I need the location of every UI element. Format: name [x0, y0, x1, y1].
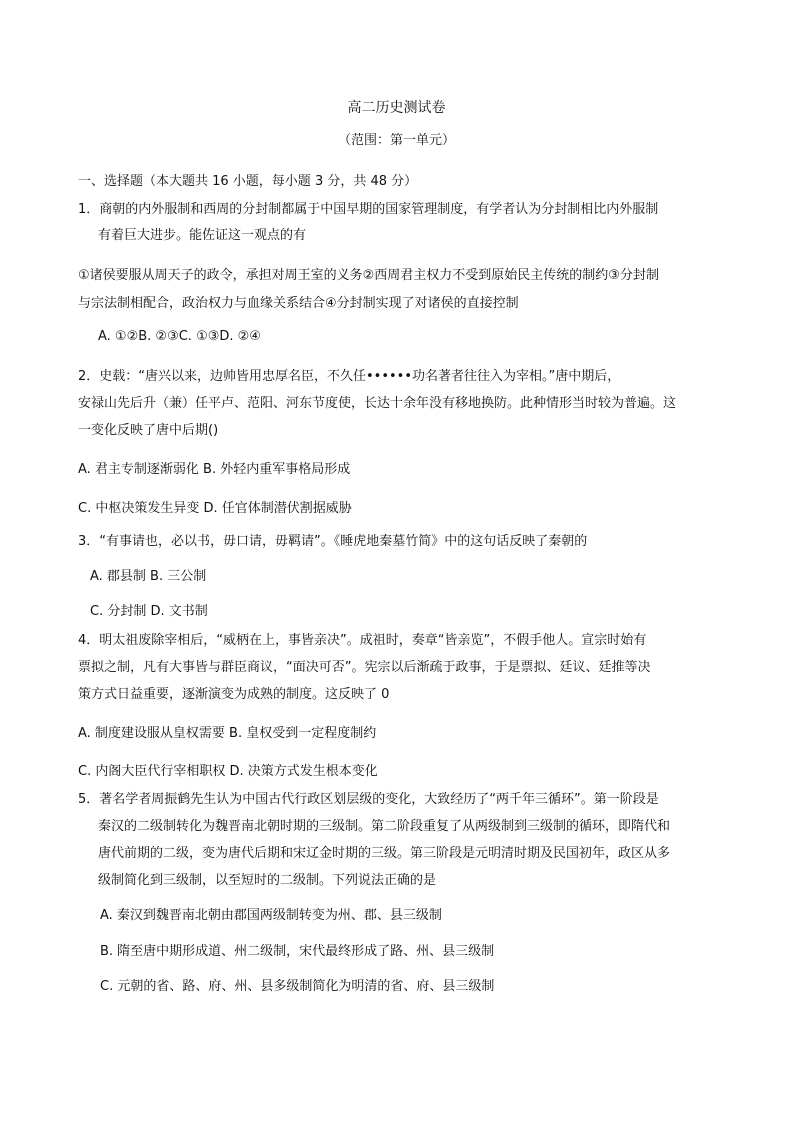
- q4-stem-line1: 4．明太祖废除宰相后，“威柄在上，事皆亲决”。成祖时，奏章“皆亲览”，不假手他人。宣宗时始有: [78, 633, 647, 648]
- q4-stem-line3: 策方式日益重要，逐渐演变为成熟的制度。这反映了 0: [78, 687, 390, 702]
- q3-options-cd: C. 分封制 D. 文书制: [90, 604, 208, 619]
- q5-stem-line2: 秦汉的二级制转化为魏晋南北朝时期的三级制。第二阶段重复了从两级制到三级制的循环，即隋代和: [98, 819, 671, 834]
- q5-option-a: A. 秦汉到魏晋南北朝由郡国两级制转变为州、郡、县三级制: [100, 908, 442, 923]
- exam-title: 高二历史测试卷: [347, 100, 446, 116]
- q2-options-ab: A. 君主专制逐渐弱化 B. 外轻内重军事格局形成: [78, 462, 351, 477]
- q1-stem-line1: 1．商朝的内外服制和西周的分封制都属于中国早期的国家管理制度，有学者认为分封制相比内外服制: [78, 202, 659, 217]
- q2-stem-line3: 一变化反映了唐中后期(): [78, 423, 219, 438]
- q1-options: A. ①②B. ②③C. ①③D. ②④: [98, 329, 261, 344]
- q3-stem: 3．“有事请也，必以书，毋口请，毋羁请”。《睡虎地秦墓竹简》中的这句话反映了秦朝的: [78, 534, 588, 549]
- q5-option-c: C. 元朝的省、路、府、州、县多级制简化为明清的省、府、县三级制: [100, 979, 495, 994]
- q5-option-b: B. 隋至唐中期形成道、州二级制，宋代最终形成了路、州、县三级制: [100, 944, 495, 959]
- q5-stem-line3: 唐代前期的二级，变为唐代后期和宋辽金时期的三级。第三阶段是元明清时期及民国初年，政区从多: [98, 846, 671, 861]
- q4-options-cd: C. 内阁大臣代行宰相职权 D. 决策方式发生根本变化: [78, 764, 378, 779]
- q5-stem-line4: 级制简化到三级制，以至短时的二级制。下列说法正确的是: [98, 873, 437, 888]
- section-heading: 一、选择题（本大题共 16 小题，每小题 3 分，共 48 分）: [78, 174, 418, 189]
- q1-statements-line1: ①诸侯要服从周天子的政令，承担对周王室的义务②西周君主权力不受到原始民主传统的制约③分封制: [78, 268, 659, 283]
- exam-scope: （范围：第一单元）: [337, 133, 455, 148]
- q4-options-ab: A. 制度建设服从皇权需要 B. 皇权受到一定程度制约: [78, 726, 377, 741]
- q3-options-ab: A. 郡县制 B. 三公制: [90, 569, 207, 584]
- q2-stem-line1: 2．史载：“唐兴以来，边帅皆用忠厚名臣，不久任••••••功名著者往往入为宰相。”唐中期后，: [78, 369, 621, 384]
- q2-options-cd: C. 中枢决策发生异变 D. 任官体制潜伏割据威胁: [78, 501, 352, 516]
- q4-stem-line2: 票拟之制，凡有大事皆与群臣商议，“面决可否”。宪宗以后渐疏于政事，于是票拟、廷议、廷推等决: [78, 660, 651, 675]
- q2-stem-line2: 安禄山先后升（兼）任平卢、范阳、河东节度使，长达十余年没有移地换防。此种情形当时较为普遍。这: [78, 396, 677, 411]
- q1-stem-line2: 有着巨大进步。能佐证这一观点的有: [98, 228, 307, 243]
- q1-statements-line2: 与宗法制相配合，政治权力与血缘关系结合④分封制实现了对诸侯的直接控制: [78, 296, 519, 311]
- q5-stem-line1: 5．著名学者周振鹤先生认为中国古代行政区划层级的变化，大致经历了“两千年三循环”。第一阶段是: [78, 792, 659, 807]
